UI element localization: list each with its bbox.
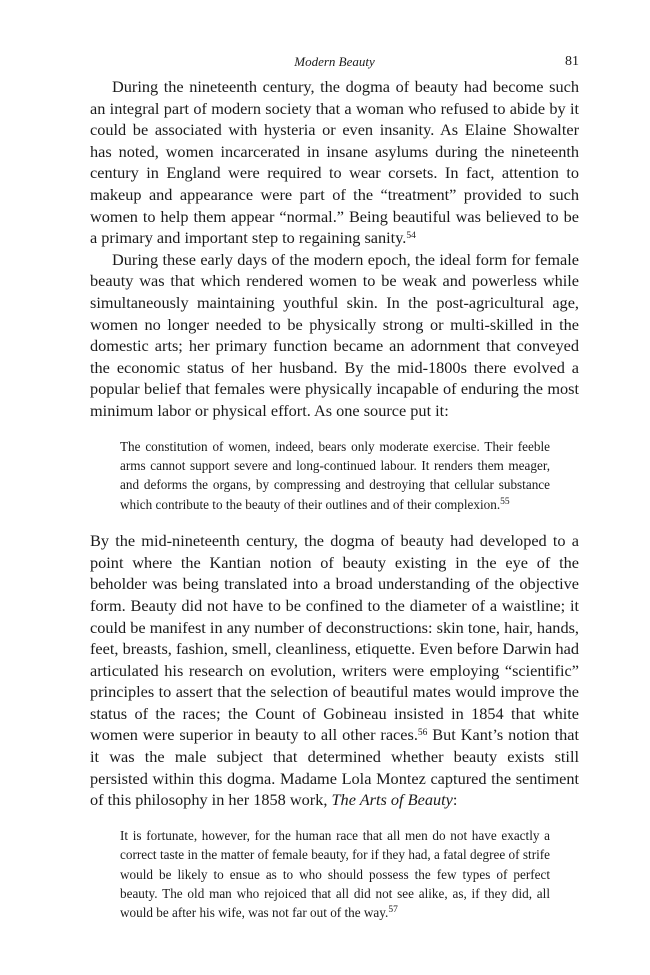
paragraph-3 [90,530,579,811]
footnote-ref-56: 56 [417,728,428,739]
paragraph-2 [90,249,579,422]
footnote-ref-54: 54 [406,231,416,242]
paragraph-2-text: During these early days of the modern epoch, the ideal form for female beauty was that which rendered women to be weak and powerless while simultaneously maintaining youthful skin. In the post-agricultural age, women no longer needed to be physically strong or multi-skilled in the domestic arts; her primary function became an adornment that conveyed the economic status of her husband. By the mid-1800s there evolved a popular belief that females were physically incapable of enduring the most minimum labor or physical effort. As one source put it: [90,249,579,420]
page-number: 81 [565,54,579,69]
body-text [90,76,579,923]
paragraph-3-text-a: By the mid-nineteenth century, the dogma of beauty had developed to a point where the Kantian notion of beauty existing in the eye of the beholder was being translated into a broad understanding of the objective form. Beauty did not have to be confined to the diameter of a waistline; it could be manifest in any number of deconstructions: skin tone, hair, hands, feet, breasts, fashion, smell, cleanliness, etiquette. Even before Darwin had articulated his research on evolution, writers were employing “scientific” principles to assert that the selection of beautiful mates would improve the status of the races; the Count of Gobineau insisted in 1854 that white women were superior in beauty to all other races. [90,531,579,745]
block-quote-2-text: It is fortunate, however, for the human race that all men do not have exactly a correct taste in the matter of female beauty, for if they had, a fatal degree of strife would be likely to ensue as to who should possess the few types of perfect beauty. The old man who rejoiced that all did not see alike, as, if they did, all would be after his wife, was not far out of the way. [120,827,550,921]
page-header [90,0,579,69]
block-quote-1 [120,437,550,515]
block-quote-2 [120,826,550,923]
book-page [90,0,579,939]
paragraph-1 [90,76,579,249]
block-quote-1-text: The constitution of women, indeed, bears only moderate exercise. Their feeble arms cannot support severe and long-continued labour. It renders them meager, and deforms the organs, by compressing and destroying that cellular substance which contribute to the beauty of their outlines and of their complexion. [120,438,550,512]
footnote-ref-55: 55 [500,496,510,507]
footnote-ref-57: 57 [388,905,398,916]
paragraph-3-text-c: : [452,790,458,810]
paragraph-3-text-b: But Kant’s notion that it was the male subject that determined whether beauty exists still persisted within this dogma. Madame Lola Montez captured the sentiment of this philosophy in her 1858 work, [90,725,579,810]
book-title: The Arts of Beauty [331,790,453,810]
paragraph-1-text: During the nineteenth century, the dogma of beauty had become such an integral part of modern society that a woman who refused to abide by it could be associated with hysteria or even insanity. As Elaine Showalter has noted, women incarcerated in insane asylums during the nineteenth century in England were required to wear corsets. In fact, attention to makeup and appearance were part of the “treatment” provided to such women to help them appear “normal.” Being beautiful was believed to be a primary and important step to regaining sanity. [90,77,579,248]
running-title: Modern Beauty [294,54,375,69]
